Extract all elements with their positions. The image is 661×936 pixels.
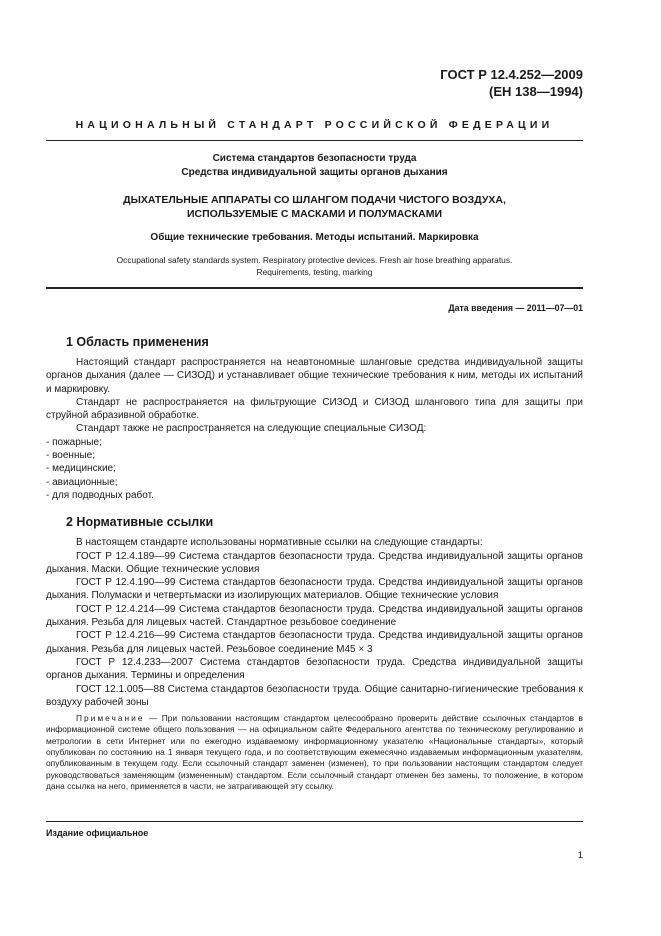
list-item: - военные; xyxy=(46,450,96,462)
main-title xyxy=(46,193,583,221)
normative-reference: ГОСТ Р 12.4.214—99 Система стандартов безопасности труда. Средства индивидуальной защиты органов дыхания. Резьба для лицевых частей. Стандартное резьбовое соединение xyxy=(46,603,583,629)
normative-reference: ГОСТ 12.1.005—88 Система стандартов безопасности труда. Общие санитарно-гигиенические требования к воздуху рабочей зоны xyxy=(46,683,583,708)
standard-code: ГОСТ Р 12.4.252—2009 xyxy=(440,67,583,82)
section1-paragraph: Стандарт не распространяется на фильтрующие СИЗОД и СИЗОД шлангового типа для защиты при струйной абразивной обработке. xyxy=(46,396,583,422)
section2-intro: В настоящем стандарте использованы нормативные ссылки на следующие стандарты: xyxy=(76,537,483,549)
section1-heading: 1 Область применения xyxy=(66,335,209,349)
intro-date: Дата введения — 2011—07—01 xyxy=(448,303,583,313)
en-code: (ЕН 138—1994) xyxy=(489,84,583,99)
list-item: - авиационные; xyxy=(46,476,118,488)
page-number: 1 xyxy=(577,850,583,861)
document-body xyxy=(46,334,583,801)
list-item: - пожарные; xyxy=(46,436,102,448)
english-title xyxy=(46,254,583,278)
standard-code-block xyxy=(440,66,583,100)
main-title-line2: ИСПОЛЬЗУЕМЫЕ С МАСКАМИ И ПОЛУМАСКАМИ xyxy=(187,208,442,220)
edition-label: Издание официальное xyxy=(46,828,149,838)
english-title-line1: Occupational safety standards system. Respiratory protective devices. Fresh air hose breathing apparatus. xyxy=(116,255,513,265)
section2-heading: 2 Нормативные ссылки xyxy=(66,515,214,530)
footer-divider xyxy=(46,821,583,822)
section1-paragraph: Стандарт также не распространяется на следующие специальные СИЗОД: xyxy=(76,423,427,435)
list-item: - медицинские; xyxy=(46,463,116,475)
normative-reference: ГОСТ Р 12.4.190—99 Система стандартов безопасности труда. Средства индивидуальной защиты органов дыхания. Полумаски и четвертьмаски из изолирующих материалов. Общие технические условия xyxy=(46,577,583,602)
note-label: Примечание xyxy=(76,713,145,724)
note xyxy=(46,713,583,792)
header-divider xyxy=(46,140,583,141)
section1-paragraph: Настоящий стандарт распространяется на неавтономные шланговые средства индивидуальной защиты органов дыхания (далее — СИЗОД) и устанавливает общие технические требования к ним, методы их испытаний и маркировку. xyxy=(46,357,583,395)
note-text: — При пользовании настоящим стандартом целесообразно проверить действие ссылочных стандартов в информационной системе общего пользования — на официальном сайте Федерального агентства по техническому регулированию и метрологии в сети Интернет или по ежегодно издаваемому информационному указателю «Национальные стандарты», который опубликован по состоянию на 1 января текущего года, и по соответствующим ежемесячно издаваемым информационным указателям, опубликованным в текущем году. Если ссылочный стандарт заменен (изменен), то при пользовании настоящим стандартом следует руководствоваться заменяющим (измененным) стандартом. Если ссылочный стандарт отменен без замены, то положение, в котором дана ссылка на него, применяется в части, не затрагивающей эту ссылку. xyxy=(46,713,583,791)
list-item: - для подводных работ. xyxy=(46,489,154,501)
system-title-line2: Средства индивидуальной защиты органов дыхания xyxy=(181,167,448,178)
main-title-line1: ДЫХАТЕЛЬНЫЕ АППАРАТЫ СО ШЛАНГОМ ПОДАЧИ ЧИСТОГО ВОЗДУХА, xyxy=(123,194,506,206)
system-title xyxy=(46,152,583,180)
english-title-line2: Requirements, testing, marking xyxy=(256,267,373,277)
subtitle: Общие технические требования. Методы испытаний. Маркировка xyxy=(150,232,479,243)
normative-reference: ГОСТ Р 12.4.233—2007 Система стандартов безопасности труда. Средства индивидуальной защиты органов дыхания. Термины и определения xyxy=(46,656,583,682)
normative-reference: ГОСТ Р 12.4.216—99 Система стандартов безопасности труда. Средства индивидуальной защиты органов дыхания. Резьба для лицевых частей. Резьбовое соединение М45 × 3 xyxy=(46,630,583,655)
national-standard-banner: НАЦИОНАЛЬНЫЙ СТАНДАРТ РОССИЙСКОЙ ФЕДЕРАЦИИ xyxy=(75,119,554,131)
system-title-line1: Система стандартов безопасности труда xyxy=(212,153,417,164)
title-divider xyxy=(46,287,583,289)
normative-reference: ГОСТ Р 12.4.189—99 Система стандартов безопасности труда. Средства индивидуальной защиты органов дыхания. Маски. Общие технические условия xyxy=(46,550,583,575)
